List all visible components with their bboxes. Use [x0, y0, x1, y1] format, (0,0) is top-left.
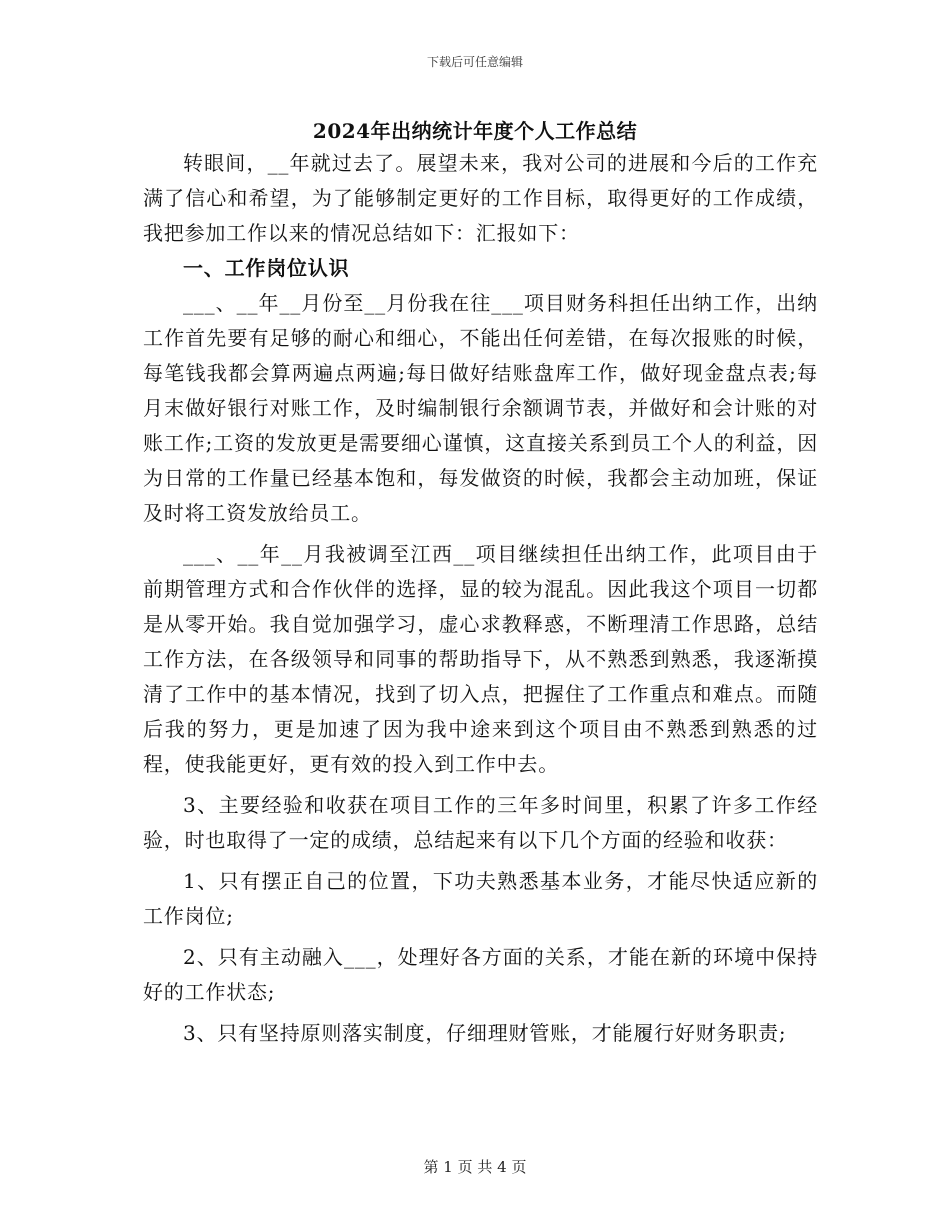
list-item-3: 3、只有坚持原则落实制度，仔细理财管账，才能履行好财务职责;: [183, 1021, 787, 1045]
list-item-2: 2、只有主动融入___，处理好各方面的关系，才能在新的环境中保持好的工作状态;: [143, 945, 818, 1004]
paragraph-3: 3、主要经验和收获在项目工作的三年多时间里，积累了许多工作经验，时也取得了一定的成绩，总结起来有以下几个方面的经验和收获：: [143, 793, 818, 852]
header-note: 下载后可任意编辑: [426, 55, 523, 69]
section-heading: 一、工作岗位认识: [183, 256, 350, 280]
list-item-1: 1、只有摆正自己的位置，下功夫熟悉基本业务，才能尽快适应新的工作岗位;: [143, 869, 818, 928]
intro-paragraph: 转眼间，__年就过去了。展望未来，我对公司的进展和今后的工作充满了信心和希望，为了能够制定更好的工作目标，取得更好的工作成绩，我把参加工作以来的情况总结如下：汇报如下：: [143, 151, 818, 245]
document-body: [143, 146, 818, 1051]
document-title: 2024年出纳统计年度个人工作总结: [312, 119, 638, 143]
page-number: 第 1 页 共 4 页: [423, 1158, 527, 1176]
paragraph-1: ___、__年__月份至__月份我在往___项目财务科担任出纳工作，出纳工作首先要有足够的耐心和细心，不能出任何差错，在每次报账的时候，每笔钱我都会算两遍点两遍;每日做好结账盘库工作，做好现金盘点表;每月末做好银行对账工作，及时编制银行余额调节表，并做好和会计账的对账工作;工资的发放更是需要细心谨慎，这直接关系到员工个人的利益，因为日常的工作量已经基本饱和，每发做资的时候，我都会主动加班，保证及时将工资发放给员工。: [143, 291, 818, 525]
paragraph-2: ___、__年__月我被调至江西__项目继续担任出纳工作，此项目由于前期管理方式和合作伙伴的选择，显的较为混乱。因此我这个项目一切都是从零开始。我自觉加强学习，虚心求教释惑，不断理清工作思路，总结工作方法，在各级领导和同事的帮助指导下，从不熟悉到熟悉，我逐渐摸清了工作中的基本情况，找到了切入点，把握住了工作重点和难点。而随后我的努力，更是加速了因为我中途来到这个项目由不熟悉到熟悉的过程，使我能更好，更有效的投入到工作中去。: [143, 542, 818, 776]
